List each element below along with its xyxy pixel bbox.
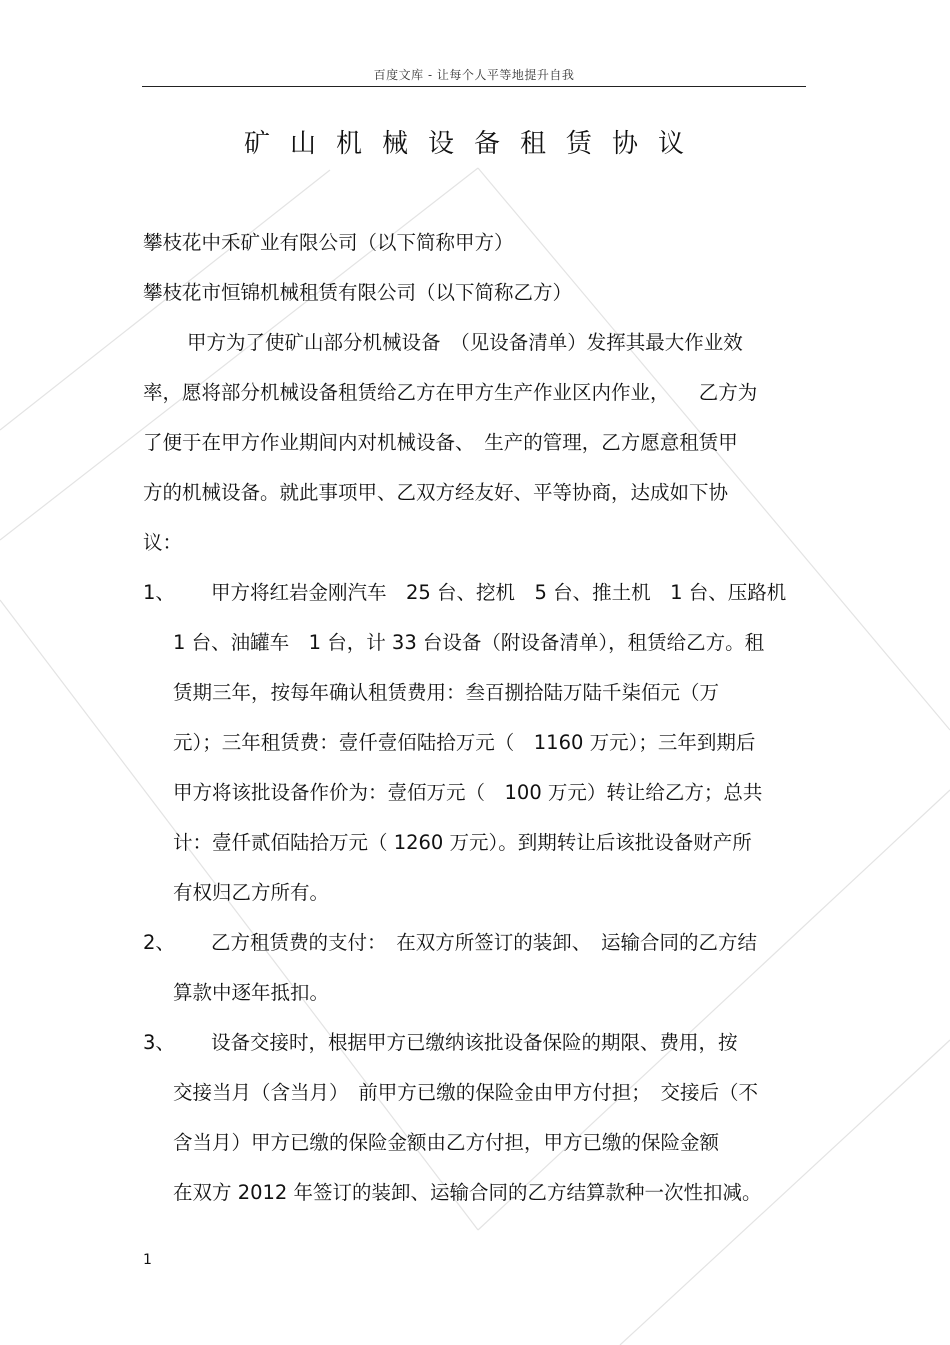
clause-number: 3、 [143,1031,175,1054]
clause-line: 赁期三年，按每年确认租赁费用：叁百捌拾陆万陆千柒佰元（万 [173,681,720,704]
clause-line: 有权归乙方所有。 [173,881,330,904]
header-divider [142,86,806,87]
document-title: 矿山机械设备租赁协议 [243,129,704,159]
page-header: 百度文库 - 让每个人平等地提升自我 [373,68,575,82]
party-a: 攀枝花中禾矿业有限公司（以下简称甲方） [143,231,514,254]
intro-line: 方的机械设备。就此事项甲、乙双方经友好、平等协商，达成如下协 [143,481,729,504]
clause-line: 设备交接时，根据甲方已缴纳该批设备保险的期限、费用，按 [211,1031,738,1054]
page-number: 1 [143,1252,152,1268]
clause-line: 交接当月（含当月） 前甲方已缴的保险金由甲方付担； 交接后（不 [173,1081,759,1104]
clause-line: 含当月）甲方已缴的保险金额由乙方付担，甲方已缴的保险金额 [173,1131,720,1154]
clause-line: 在双方 2012 年签订的装卸、运输合同的乙方结算款种一次性扣减。 [173,1181,762,1204]
clause-line: 甲方将红岩金刚汽车 25 台、挖机 5 台、推土机 1 台、压路机 [211,581,787,604]
clause-line: 1 台、油罐车 1 台，计 33 台设备（附设备清单），租赁给乙方。租 [173,631,765,654]
clause-line: 甲方将该批设备作价为：壹佰万元（ 100 万元）转让给乙方；总共 [173,781,763,804]
clause-line: 算款中逐年抵扣。 [173,981,330,1004]
party-b: 攀枝花市恒锦机械租赁有限公司（以下简称乙方） [143,281,573,304]
clause-number: 2、 [143,931,175,954]
intro-line: 率，愿将部分机械设备租赁给乙方在甲方生产作业区内作业， 乙方为 [143,381,758,404]
intro-line: 甲方为了使矿山部分机械设备 （见设备清单）发挥其最大作业效 [187,331,743,354]
clause-line: 乙方租赁费的支付： 在双方所签订的装卸、 运输合同的乙方结 [211,931,758,954]
clause-line: 计：壹仟贰佰陆拾万元（ 1260 万元）。到期转让后该批设备财产所 [173,831,752,854]
clause-line: 元）；三年租赁费：壹仟壹佰陆拾万元（ 1160 万元）；三年到期后 [173,731,756,754]
clause-number: 1、 [143,581,175,604]
intro-line: 议： [143,531,183,554]
intro-line: 了便于在甲方作业期间内对机械设备、 生产的管理，乙方愿意租赁甲 [143,431,738,454]
